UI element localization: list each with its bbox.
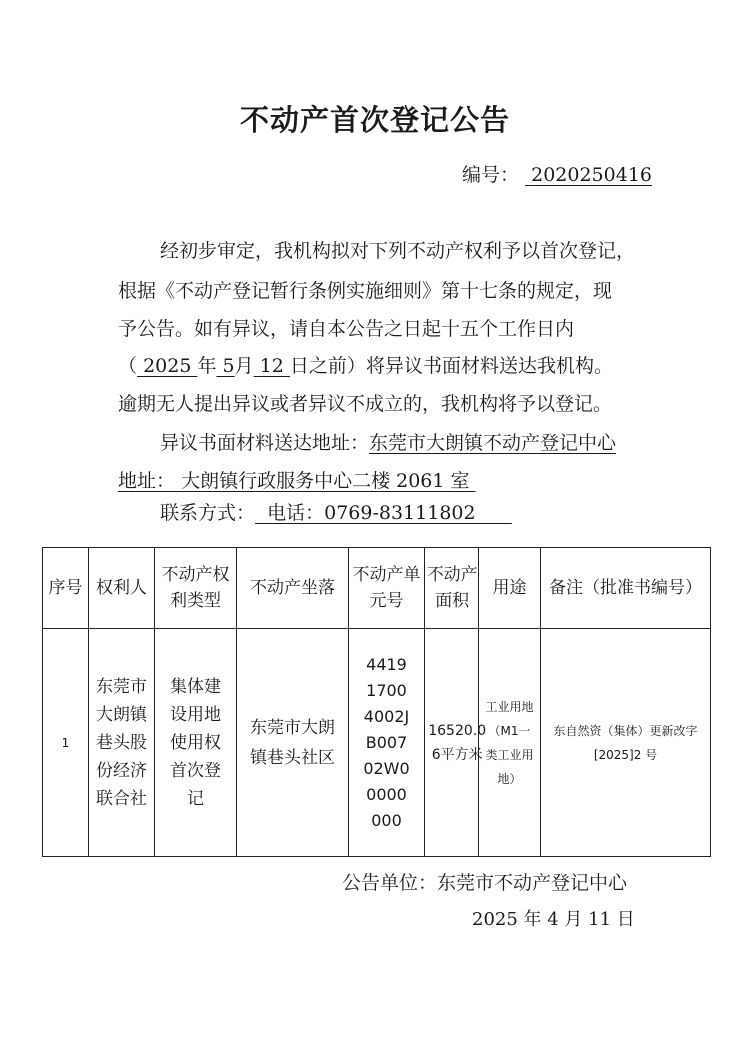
header-location: 不动产坐落 [237, 548, 349, 629]
office-address-value: 大朗镇行政服务中心二楼 2061 室 [181, 470, 470, 492]
body-line-1: 经初步审定，我机构拟对下列不动产权利予以首次登记， [160, 240, 636, 262]
deadline-day-unit: 日之前） [289, 355, 366, 377]
cell-area: 16520.06平方米 [425, 629, 479, 857]
table-row [43, 629, 711, 857]
deadline-day: 12 [259, 355, 284, 377]
page-title: 不动产首次登记公告 [239, 103, 510, 137]
body-line-5: 逾期无人提出异议或者异议不成立的，我机构将予以登记。 [118, 393, 613, 415]
office-address-line [118, 470, 476, 492]
table-header-row [43, 548, 711, 629]
deadline-year-unit: 年 [197, 355, 217, 377]
notice-number-value: 2020250416 [531, 164, 652, 186]
contact-info [160, 498, 512, 525]
cell-use: 工业用地（M1一类工业用地） [479, 629, 541, 857]
header-note: 备注（批准书编号） [541, 548, 711, 629]
cell-unit-no: 441917004002JB00702W00000000 [349, 629, 425, 857]
office-address [118, 466, 476, 493]
issuer [342, 868, 627, 895]
header-right-type: 不动产权利类型 [155, 548, 237, 629]
deadline-month-unit: 月 [234, 355, 254, 377]
submit-address-label: 异议书面材料送达地址： [160, 432, 370, 454]
cell-right-type: 集体建设用地使用权首次登记 [155, 629, 237, 857]
notice-number-label: 编号： [462, 164, 520, 186]
deadline-open: （ [118, 355, 138, 377]
deadline-year: 2025 [143, 355, 192, 377]
header-index: 序号 [43, 548, 89, 629]
header-area: 不动产面积 [425, 548, 479, 629]
header-use: 用途 [479, 548, 541, 629]
submit-address [160, 428, 616, 455]
notice-date: 2025 年 4 月 11 日 [472, 909, 635, 930]
body-line-3: 予公告。如有异议，请自本公告之日起十五个工作日内 [118, 318, 575, 340]
issuer-name: 东莞市不动产登记中心 [437, 872, 628, 894]
cell-note: 东自然资（集体）更新改字[2025]2 号 [541, 629, 711, 857]
deadline-month: 5 [222, 355, 235, 377]
cell-owner: 东莞市大朗镇巷头股份经济联合社 [89, 629, 155, 857]
header-unit-no: 不动产单元号 [349, 548, 425, 629]
submit-address-value: 东莞市大朗镇不动产登记中心 [369, 432, 617, 454]
notice-number [462, 160, 652, 187]
cell-index: 1 [43, 629, 89, 857]
contact-value: 电话：0769-83111802 [267, 502, 476, 524]
registration-table [42, 547, 711, 857]
body-line-deadline [118, 351, 613, 378]
cell-location: 东莞市大朗镇巷头社区 [237, 629, 349, 857]
issuer-label: 公告单位： [342, 872, 438, 894]
office-address-label: 地址： [118, 470, 176, 492]
header-owner: 权利人 [89, 548, 155, 629]
contact-label: 联系方式： [160, 502, 256, 524]
deadline-rest: 将异议书面材料送达我机构。 [365, 355, 613, 377]
body-line-2: 根据《不动产登记暂行条例实施细则》第十七条的规定，现 [118, 280, 613, 302]
